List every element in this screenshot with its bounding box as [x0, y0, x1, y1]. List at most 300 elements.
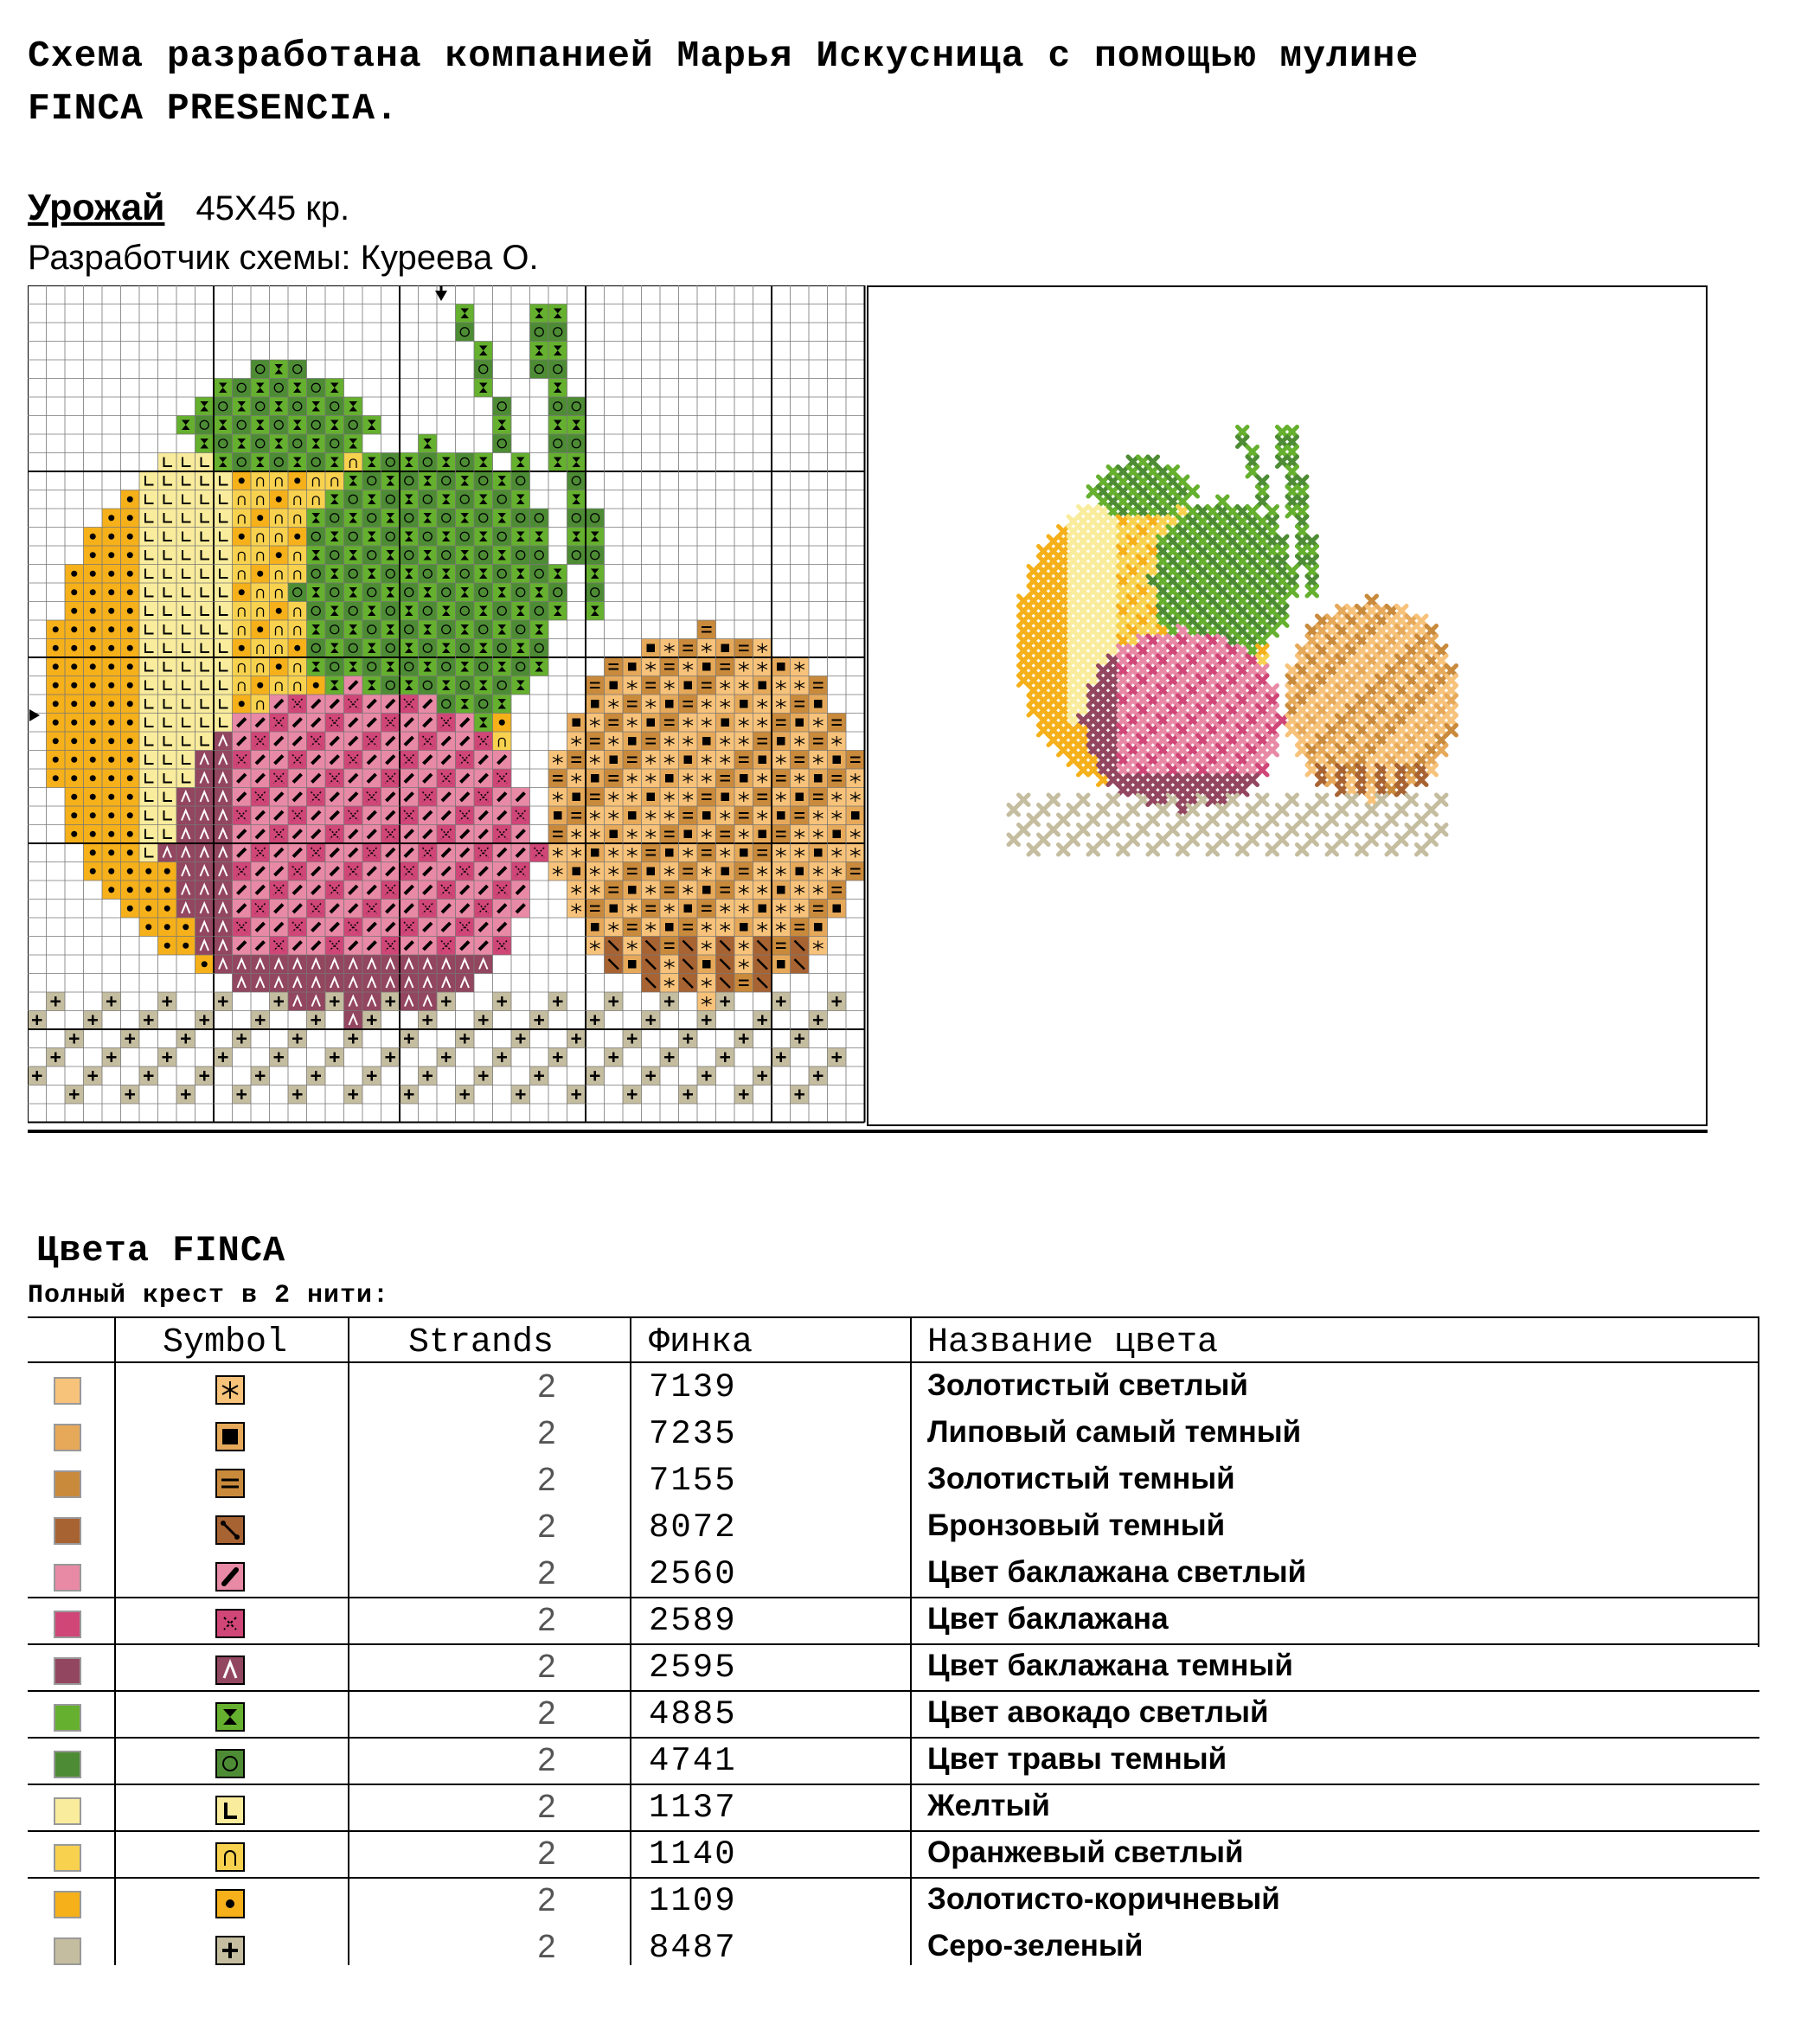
stitch-symbol — [71, 608, 77, 614]
stitch-symbol — [665, 923, 674, 932]
stitch-symbol — [164, 868, 170, 874]
stitch-symbol — [294, 645, 300, 651]
stitch-cell — [176, 583, 195, 602]
stitch-cell — [474, 620, 493, 639]
stitch-cell — [251, 528, 270, 547]
legend-subtitle: Полный крест в 2 нити: — [28, 1281, 390, 1310]
finca-code: 2589 — [649, 1602, 737, 1640]
stitch-cell — [176, 565, 195, 584]
stitch-cell — [846, 862, 865, 881]
stitch-cell — [139, 843, 158, 862]
preview-stitch — [1088, 845, 1099, 855]
stitch-symbol — [127, 812, 133, 818]
stitch-cell — [158, 676, 177, 695]
stitch-cell — [195, 528, 215, 547]
stitch-cell — [511, 657, 530, 676]
stitch-symbol — [759, 905, 767, 913]
stitch-cell — [158, 769, 177, 788]
stitch-symbol — [90, 831, 96, 837]
stitch-cell — [456, 565, 475, 584]
center-arrow-left-icon — [29, 709, 40, 721]
stitch-cell — [195, 695, 215, 714]
stitch-cell — [437, 509, 456, 528]
stitch-cell — [139, 528, 158, 547]
stitch-cell — [362, 620, 381, 639]
stitch-cell — [139, 620, 158, 639]
stitch-cell — [511, 546, 530, 565]
legend-row — [28, 1924, 1759, 1970]
stitch-cell — [158, 471, 177, 490]
color-name: Липовый самый темный — [927, 1415, 1302, 1449]
stitch-symbol — [740, 700, 748, 708]
stitch-cell — [511, 620, 530, 639]
color-name: Оранжевый светлый — [927, 1835, 1244, 1869]
stitched-preview-frame — [867, 285, 1708, 1126]
finca-code: 8072 — [649, 1508, 737, 1547]
stitch-symbol — [127, 645, 133, 651]
stitch-cell — [158, 565, 177, 584]
stitch-cell — [437, 657, 456, 676]
stitch-cell — [660, 825, 679, 844]
stitch-cell — [362, 509, 381, 528]
color-name: Цвет баклажана светлый — [927, 1555, 1307, 1589]
preview-stitch — [1118, 845, 1129, 855]
stitch-symbol — [257, 571, 263, 577]
stitch-cell — [214, 620, 233, 639]
stitch-cell — [734, 639, 753, 658]
stitch-cell — [214, 714, 233, 733]
stitch-symbol — [684, 905, 693, 913]
header-strands: Strands — [408, 1323, 554, 1362]
stitch-cell — [158, 546, 177, 565]
finca-code: 4741 — [649, 1742, 737, 1780]
finca-code: 2560 — [649, 1555, 737, 1593]
stitch-symbol — [108, 663, 114, 669]
stitch-cell — [586, 676, 605, 695]
header-symbol: Symbol — [163, 1323, 288, 1362]
stitch-cell — [251, 360, 270, 379]
stitch-symbol — [108, 887, 114, 893]
stitch-cell — [586, 546, 605, 565]
stitch-symbol — [108, 626, 114, 632]
stitch-symbol — [796, 719, 804, 727]
stitch-cell — [288, 583, 307, 602]
stitch-symbol — [740, 774, 748, 783]
stitch-cell — [381, 565, 401, 584]
stitch-cell — [233, 416, 252, 435]
stitch-cell — [233, 565, 252, 584]
color-swatch — [54, 1844, 81, 1872]
stitch-cell — [195, 639, 215, 658]
stitch-cell — [474, 509, 493, 528]
stitch-cell — [270, 565, 289, 584]
stitch-symbol — [108, 645, 114, 651]
color-name: Цвет травы темный — [927, 1742, 1227, 1776]
stitch-cell — [233, 620, 252, 639]
finca-code: 2595 — [649, 1649, 737, 1687]
stitch-cell — [530, 639, 549, 658]
stitch-symbol — [127, 757, 133, 763]
stitch-cell — [270, 509, 289, 528]
stitch-cell — [474, 546, 493, 565]
stitch-symbol — [591, 849, 599, 857]
stitch-cell — [344, 416, 363, 435]
stitch-cell — [139, 825, 158, 844]
preview-stitch — [1148, 845, 1158, 855]
stitch-cell — [846, 751, 865, 770]
stitch-cell — [530, 602, 549, 621]
stitch-symbol — [71, 645, 77, 651]
stitch-cell — [251, 434, 270, 453]
stitch-symbol — [127, 608, 133, 614]
stitch-cell — [548, 434, 567, 453]
stitch-cell — [214, 695, 233, 714]
stitched-preview-image — [868, 287, 1706, 1124]
stitch-cell — [437, 620, 456, 639]
stitch-cell — [270, 528, 289, 547]
stitch-symbol — [665, 849, 674, 857]
strands-value: 2 — [537, 1695, 556, 1732]
legend-row — [28, 1597, 1759, 1643]
color-legend-table — [28, 1316, 1759, 1965]
stitch-cell — [176, 695, 195, 714]
plus-symbol-icon — [215, 1936, 245, 1969]
stitch-cell — [623, 695, 642, 714]
stitch-symbol — [127, 775, 133, 781]
stitch-cell — [288, 360, 307, 379]
stitch-cell — [419, 602, 438, 621]
stitch-cell — [251, 657, 270, 676]
stitch-symbol — [759, 830, 767, 839]
stitch-cell — [437, 695, 456, 714]
stitch-cell — [548, 397, 567, 416]
stitch-cell — [139, 695, 158, 714]
stitch-symbol — [239, 534, 245, 540]
stitch-cell — [381, 528, 401, 547]
stitch-symbol — [833, 756, 842, 765]
stitch-cell — [288, 397, 307, 416]
color-name: Золотистый светлый — [927, 1368, 1248, 1402]
legend-row — [28, 1363, 1759, 1410]
stitch-cell — [251, 471, 270, 490]
stitch-symbol — [108, 720, 114, 726]
stitch-symbol — [702, 960, 711, 969]
stitch-symbol — [108, 812, 114, 818]
stitch-cell — [660, 937, 679, 956]
preview-stitch — [1327, 845, 1337, 855]
stitch-symbol — [53, 682, 59, 688]
stitch-symbol — [53, 757, 59, 763]
color-swatch — [54, 1424, 81, 1451]
stitch-cell — [586, 788, 605, 807]
stitch-symbol — [702, 663, 711, 671]
pattern-title: Урожай — [28, 187, 165, 228]
stitch-cell — [195, 565, 215, 584]
finca-code: 1140 — [649, 1835, 737, 1873]
stitch-symbol — [833, 830, 842, 839]
stitch-cell — [139, 490, 158, 509]
stitch-cell — [270, 471, 289, 490]
header-brand-line: FINCA PRESENCIA. — [28, 87, 399, 130]
finca-code: 8487 — [649, 1929, 737, 1967]
stitch-cell — [270, 453, 289, 472]
stitch-cell — [176, 546, 195, 565]
stitch-cell — [419, 453, 438, 472]
stitch-symbol — [591, 700, 599, 708]
stitch-symbol — [90, 534, 96, 540]
stitch-cell — [325, 657, 344, 676]
stitch-symbol — [108, 571, 114, 577]
stitch-symbol — [164, 906, 170, 912]
stitch-symbol — [127, 663, 133, 669]
stitch-cell — [344, 490, 363, 509]
stitch-cell — [214, 565, 233, 584]
stitch-cell — [176, 471, 195, 490]
stitch-cell — [456, 323, 475, 342]
stitch-symbol — [702, 737, 711, 746]
stitch-cell — [456, 528, 475, 547]
stitch-cell — [493, 490, 512, 509]
finca-code: 7235 — [649, 1415, 737, 1453]
stitch-cell — [586, 583, 605, 602]
preview-stitch — [1238, 845, 1248, 855]
stitch-symbol — [71, 701, 77, 707]
stitch-symbol — [276, 552, 282, 558]
stitch-cell — [325, 509, 344, 528]
stitch-cell — [567, 546, 586, 565]
preview-stitch — [1357, 845, 1368, 855]
stitch-symbol — [127, 868, 133, 874]
stitch-cell — [307, 379, 326, 398]
stitch-cell — [139, 509, 158, 528]
stitch-cell — [567, 434, 586, 453]
table-top-border — [28, 1316, 1759, 1318]
stitch-cell — [567, 509, 586, 528]
stitch-cell — [195, 602, 215, 621]
stitch-cell — [753, 843, 772, 862]
stitch-cell — [325, 397, 344, 416]
stitch-cell — [176, 714, 195, 733]
stitch-symbol — [53, 663, 59, 669]
legend-row — [28, 1643, 1759, 1690]
stitch-cell — [362, 546, 381, 565]
stitch-symbol — [108, 589, 114, 595]
stitch-symbol — [164, 924, 170, 930]
stitch-symbol — [684, 830, 693, 839]
stitch-cell — [511, 583, 530, 602]
stitch-cell — [195, 583, 215, 602]
stitch-cell — [195, 620, 215, 639]
header-company-line: Схема разработана компанией Марья Искусница с помощью мулине — [28, 35, 1419, 77]
diagonal-dots-symbol-icon — [215, 1515, 245, 1549]
legend-row — [28, 1457, 1759, 1503]
stitch-cell — [828, 881, 847, 900]
stitch-cell — [493, 434, 512, 453]
stitch-symbol — [796, 868, 804, 876]
caret-symbol-icon — [215, 1656, 245, 1689]
stitch-cell — [586, 509, 605, 528]
stitch-symbol — [108, 682, 114, 688]
stitch-symbol — [90, 720, 96, 726]
stitch-cell — [176, 676, 195, 695]
stitch-cell — [419, 639, 438, 658]
stitch-symbol — [814, 923, 823, 932]
stitch-cell — [307, 528, 326, 547]
stitch-symbol — [257, 682, 263, 688]
stitch-cell — [419, 676, 438, 695]
stitch-symbol — [90, 794, 96, 800]
stitch-symbol — [239, 477, 245, 484]
color-swatch — [54, 1470, 81, 1498]
strands-value: 2 — [537, 1882, 556, 1918]
stitch-cell — [214, 509, 233, 528]
stitch-cell — [437, 583, 456, 602]
stitch-symbol — [183, 924, 189, 930]
double-bar-symbol-icon — [215, 1469, 245, 1502]
stitch-cell — [139, 751, 158, 770]
preview-stitch — [1417, 845, 1427, 855]
stitch-cell — [753, 732, 772, 751]
stitch-cell — [493, 397, 512, 416]
stitch-cell — [176, 453, 195, 472]
stitch-cell — [716, 769, 735, 788]
stitch-symbol — [740, 923, 748, 932]
stitch-cell — [251, 583, 270, 602]
stitch-cell — [176, 509, 195, 528]
stitch-symbol — [108, 757, 114, 763]
stitch-cell — [716, 881, 735, 900]
stitch-symbol — [759, 682, 767, 690]
stitch-cell — [176, 732, 195, 751]
stitch-cell — [233, 676, 252, 695]
dot-symbol-icon — [215, 1889, 245, 1923]
stitch-cell — [139, 546, 158, 565]
stitch-cell — [530, 509, 549, 528]
stitch-cell — [139, 583, 158, 602]
strands-value: 2 — [537, 1368, 556, 1405]
color-name: Золотистый темный — [927, 1462, 1235, 1495]
color-name: Цвет баклажана — [927, 1602, 1169, 1636]
arch-symbol-icon — [215, 1842, 245, 1876]
stitch-symbol — [628, 663, 637, 671]
stitch-cell — [642, 843, 661, 862]
stitch-cell — [195, 490, 215, 509]
strands-value: 2 — [537, 1508, 556, 1545]
stitch-symbol — [777, 663, 785, 671]
stitch-symbol — [499, 720, 505, 726]
preview-stitch — [1298, 845, 1308, 855]
stitch-cell — [493, 732, 512, 751]
stitch-cell — [362, 471, 381, 490]
stitch-cell — [474, 583, 493, 602]
stitch-symbol — [777, 737, 785, 746]
filled-square-symbol-icon — [215, 1422, 245, 1456]
stitch-symbol — [71, 775, 77, 781]
stitch-cell — [288, 602, 307, 621]
stitch-symbol — [90, 682, 96, 688]
preview-stitch — [1009, 805, 1019, 816]
stitch-cell — [809, 676, 828, 695]
stitch-cell — [195, 676, 215, 695]
stitch-symbol — [127, 552, 133, 558]
stitch-symbol — [665, 774, 674, 783]
stitch-symbol — [108, 608, 114, 614]
stitch-cell — [809, 788, 828, 807]
preview-stitch — [1208, 845, 1218, 855]
stitch-cell — [548, 323, 567, 342]
stitch-symbol — [257, 626, 263, 632]
stitch-cell — [716, 825, 735, 844]
stitch-symbol — [90, 571, 96, 577]
stitch-cell — [214, 434, 233, 453]
stitch-symbol — [71, 626, 77, 632]
stitch-cell — [548, 360, 567, 379]
stitch-cell — [195, 714, 215, 733]
stitch-symbol — [71, 757, 77, 763]
stitch-cell — [325, 583, 344, 602]
stitch-symbol — [814, 700, 823, 708]
stitch-cell — [419, 490, 438, 509]
stitch-cell — [493, 565, 512, 584]
stitch-symbol — [53, 701, 59, 707]
color-swatch — [54, 1517, 81, 1545]
stitch-cell — [214, 657, 233, 676]
stitch-cell — [493, 639, 512, 658]
stitch-cell — [567, 397, 586, 416]
stitch-symbol — [127, 626, 133, 632]
stitch-cell — [307, 602, 326, 621]
finca-code: 4885 — [649, 1695, 737, 1733]
stitch-cell — [400, 471, 419, 490]
stitch-cell — [734, 974, 753, 993]
stitch-cell — [344, 453, 363, 472]
stitch-cell — [270, 639, 289, 658]
color-swatch — [54, 1564, 81, 1591]
stitch-symbol — [90, 589, 96, 595]
stitch-cell — [697, 676, 716, 695]
stitch-symbol — [164, 887, 170, 893]
stitch-symbol — [127, 496, 133, 503]
stitch-symbol — [108, 794, 114, 800]
stitch-symbol — [573, 719, 581, 727]
stitch-cell — [716, 657, 735, 676]
stitch-symbol — [127, 682, 133, 688]
stitch-symbol — [90, 757, 96, 763]
stitch-symbol — [145, 887, 151, 893]
stitch-cell — [158, 528, 177, 547]
stitch-cell — [158, 806, 177, 825]
preview-stitch — [1267, 845, 1278, 855]
stitch-cell — [158, 509, 177, 528]
stitch-symbol — [108, 701, 114, 707]
stitch-cell — [270, 416, 289, 435]
stitch-cell — [623, 918, 642, 937]
stitch-symbol — [740, 849, 748, 857]
stitch-cell — [642, 732, 661, 751]
stitch-symbol — [127, 571, 133, 577]
stitch-cell — [548, 769, 567, 788]
stitch-cell — [828, 769, 847, 788]
stitch-cell — [139, 806, 158, 825]
stitch-cell — [251, 546, 270, 565]
stitch-symbol — [108, 515, 114, 521]
stitch-cell — [474, 471, 493, 490]
stitch-symbol — [127, 515, 133, 521]
stitch-cell — [288, 546, 307, 565]
stitch-symbol — [721, 719, 730, 727]
strands-value: 2 — [537, 1602, 556, 1638]
stitch-cell — [307, 639, 326, 658]
